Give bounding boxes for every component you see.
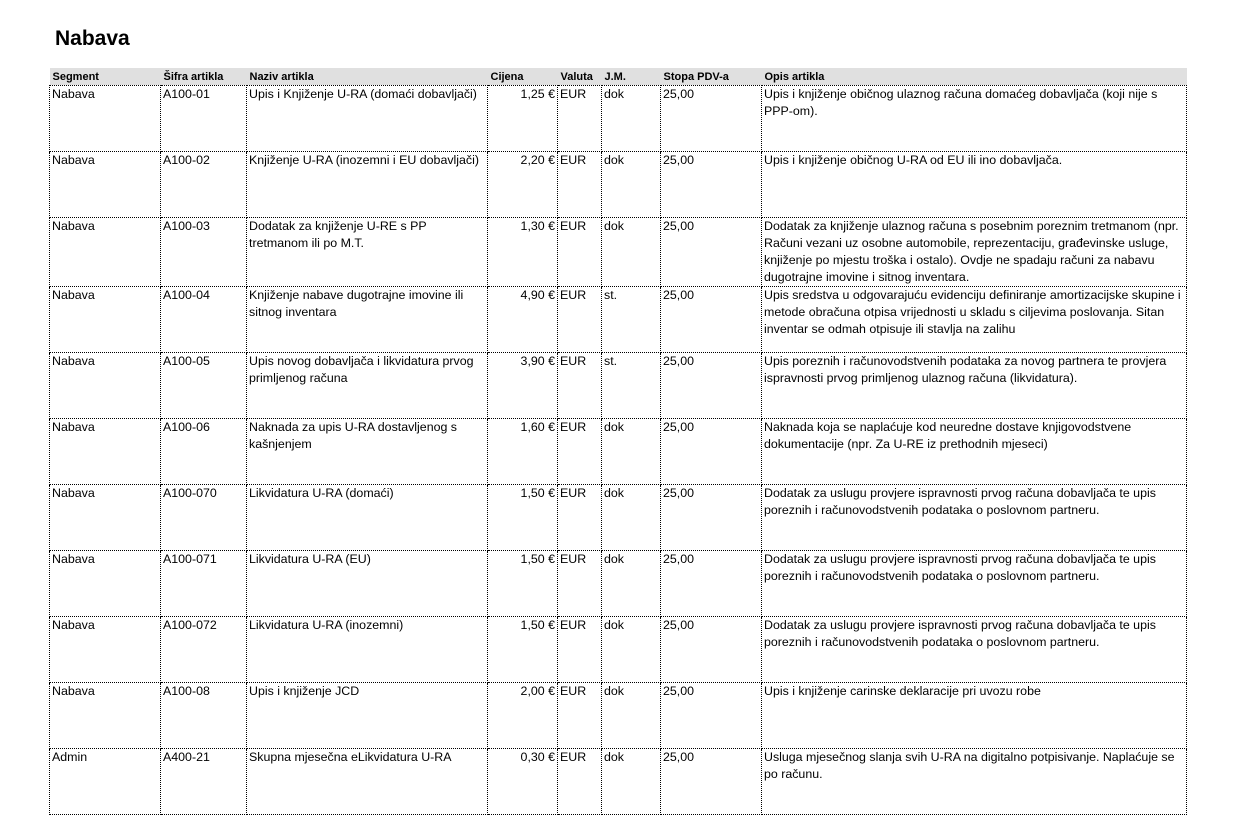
cell-sifra: A100-05 [161,353,247,419]
cell-naziv: Knjiženje nabave dugotrajne imovine ili sitnog inventara [247,287,488,353]
cell-jm: dok [602,419,661,485]
cell-pdv: 25,00 [661,152,762,218]
cell-cijena: 0,30 € [488,749,558,815]
cell-segment: Nabava [50,218,161,287]
cell-segment: Nabava [50,152,161,218]
table-row [50,683,1187,749]
cell-jm: dok [602,749,661,815]
table-row [50,152,1187,218]
cell-opis: Naknada koja se naplaćuje kod neuredne dostave knjigovodstvene dokumentacije (npr. Za U-RE iz prethodnih mjeseci) [762,419,1187,485]
cell-valuta: EUR [558,152,602,218]
cell-sifra: A100-04 [161,287,247,353]
col-header-valuta: Valuta [558,68,602,86]
cell-segment: Nabava [50,683,161,749]
cell-sifra: A400-21 [161,749,247,815]
cell-jm: dok [602,617,661,683]
cell-valuta: EUR [558,287,602,353]
cell-segment: Nabava [50,485,161,551]
cell-valuta: EUR [558,86,602,152]
cell-cijena: 1,50 € [488,551,558,617]
cell-sifra: A100-01 [161,86,247,152]
cell-jm: dok [602,551,661,617]
cell-naziv: Knjiženje U-RA (inozemni i EU dobavljači) [247,152,488,218]
cell-naziv: Naknada za upis U-RA dostavljenog s kašnjenjem [247,419,488,485]
cell-jm: dok [602,86,661,152]
cell-opis: Dodatak za uslugu provjere ispravnosti prvog računa dobavljača te upis poreznih i računovodstvenih podataka o poslovnom partneru. [762,551,1187,617]
cell-jm: dok [602,152,661,218]
cell-opis: Upis i knjiženje običnog ulaznog računa domaćeg dobavljača (koji nije s PPP-om). [762,86,1187,152]
col-header-pdv: Stopa PDV-a [661,68,762,86]
cell-pdv: 25,00 [661,485,762,551]
cell-cijena: 3,90 € [488,353,558,419]
cell-segment: Admin [50,749,161,815]
cell-opis: Usluga mjesečnog slanja svih U-RA na digitalno potpisivanje. Naplaćuje se po računu. [762,749,1187,815]
cell-jm: dok [602,683,661,749]
cell-jm: dok [602,485,661,551]
cell-valuta: EUR [558,551,602,617]
cell-sifra: A100-06 [161,419,247,485]
cell-opis: Upis sredstva u odgovarajuću evidenciju definiranje amortizacijske skupine i metode obračuna otpisa vrijednosti u skladu s ciljevima poslovanja. Sitan inventar se odmah otpisuje ili stavlja na zalihu [762,287,1187,353]
cell-cijena: 1,50 € [488,485,558,551]
cell-jm: st. [602,287,661,353]
cell-pdv: 25,00 [661,353,762,419]
cell-sifra: A100-070 [161,485,247,551]
cell-cijena: 1,25 € [488,86,558,152]
col-header-jm: J.M. [602,68,661,86]
cell-opis: Dodatak za uslugu provjere ispravnosti prvog računa dobavljača te upis poreznih i računovodstvenih podataka o poslovnom partneru. [762,485,1187,551]
cell-pdv: 25,00 [661,287,762,353]
cell-pdv: 25,00 [661,218,762,287]
cell-segment: Nabava [50,287,161,353]
cell-opis: Upis i knjiženje carinske deklaracije pri uvozu robe [762,683,1187,749]
cell-segment: Nabava [50,419,161,485]
table-row [50,749,1187,815]
cell-pdv: 25,00 [661,86,762,152]
cell-naziv: Likvidatura U-RA (inozemni) [247,617,488,683]
cell-valuta: EUR [558,683,602,749]
cell-segment: Nabava [50,551,161,617]
table-row [50,218,1187,287]
table-row [50,86,1187,152]
cell-sifra: A100-02 [161,152,247,218]
cell-pdv: 25,00 [661,683,762,749]
cell-sifra: A100-03 [161,218,247,287]
cell-segment: Nabava [50,86,161,152]
table-row [50,419,1187,485]
cell-naziv: Likvidatura U-RA (EU) [247,551,488,617]
price-table [49,68,1187,815]
cell-pdv: 25,00 [661,551,762,617]
cell-pdv: 25,00 [661,749,762,815]
cell-opis: Dodatak za uslugu provjere ispravnosti prvog računa dobavljača te upis poreznih i računovodstvenih podataka o poslovnom partneru. [762,617,1187,683]
cell-sifra: A100-071 [161,551,247,617]
cell-naziv: Dodatak za knjiženje U-RE s PP tretmanom ili po M.T. [247,218,488,287]
cell-naziv: Upis i Knjiženje U-RA (domaći dobavljači) [247,86,488,152]
cell-pdv: 25,00 [661,617,762,683]
cell-cijena: 1,30 € [488,218,558,287]
table-row [50,617,1187,683]
cell-cijena: 4,90 € [488,287,558,353]
col-header-cijena: Cijena [488,68,558,86]
table-row [50,353,1187,419]
cell-valuta: EUR [558,419,602,485]
cell-cijena: 1,60 € [488,419,558,485]
cell-cijena: 1,50 € [488,617,558,683]
cell-naziv: Skupna mjesečna eLikvidatura U-RA [247,749,488,815]
cell-opis: Upis poreznih i računovodstvenih podataka za novog partnera te provjera ispravnosti prvog primljenog ulaznog računa (likvidatura). [762,353,1187,419]
cell-valuta: EUR [558,485,602,551]
cell-cijena: 2,20 € [488,152,558,218]
cell-cijena: 2,00 € [488,683,558,749]
cell-valuta: EUR [558,749,602,815]
cell-sifra: A100-08 [161,683,247,749]
col-header-sifra: Šifra artikla [161,68,247,86]
cell-opis: Dodatak za knjiženje ulaznog računa s posebnim poreznim tretmanom (npr. Računi vezani uz osobne automobile, reprezentaciju, građevinske usluge, knjiženje po mjestu troška i ostalo). Ovdje ne spadaju računi za nabavu dugotrajne imovine i sitnog inventara. [762,218,1187,287]
table-row [50,485,1187,551]
cell-naziv: Upis i knjiženje JCD [247,683,488,749]
cell-segment: Nabava [50,353,161,419]
table-row [50,551,1187,617]
cell-naziv: Likvidatura U-RA (domaći) [247,485,488,551]
cell-opis: Upis i knjiženje običnog U-RA od EU ili ino dobavljača. [762,152,1187,218]
cell-valuta: EUR [558,353,602,419]
cell-segment: Nabava [50,617,161,683]
cell-naziv: Upis novog dobavljača i likvidatura prvog primljenog računa [247,353,488,419]
cell-jm: st. [602,353,661,419]
col-header-segment: Segment [50,68,161,86]
cell-valuta: EUR [558,617,602,683]
col-header-naziv: Naziv artikla [247,68,488,86]
cell-sifra: A100-072 [161,617,247,683]
cell-valuta: EUR [558,218,602,287]
cell-jm: dok [602,218,661,287]
header-row [50,68,1187,86]
cell-pdv: 25,00 [661,419,762,485]
page-title: Nabava [55,27,130,50]
col-header-opis: Opis artikla [762,68,1187,86]
table-row [50,287,1187,353]
